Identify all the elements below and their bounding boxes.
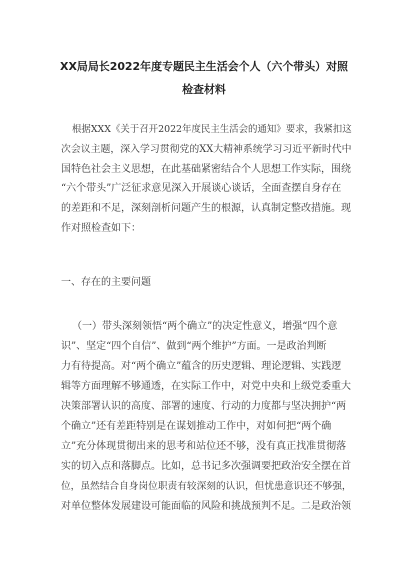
body-paragraph-line: 个确立”还有差距特别是在谋划推动工作中，对如何把“两个确 xyxy=(61,421,332,432)
body-paragraph-line: 决策部署认识的高度、部署的速度、行动的力度都与坚决拥护“两 xyxy=(61,401,347,412)
section-heading: 一、存在的主要问题 xyxy=(61,277,151,288)
intro-paragraph-line: 根据XXX《关于召开2022年度民主生活会的通知》要求，我紧扣这 xyxy=(72,124,352,135)
body-paragraph-line: 辑等方面理解不够通透，在实际工作中，对党中央和上级党委重大 xyxy=(61,381,351,392)
body-paragraph-line: 位，虽然结合自身岗位职责有较深刻的认识，但忧患意识还不够强， xyxy=(61,481,352,492)
body-paragraph-line: 对单位整体发展建设可能面临的风险和挑战预判不足。二是政治领 xyxy=(61,501,351,512)
body-paragraph-line: 力有待提高。对“两个确立”蕴含的历史逻辑、理论逻辑、实践逻 xyxy=(61,361,342,372)
body-paragraph-line: 立”充分体现贯彻出来的思考和站位还不够，没有真正找准贯彻落 xyxy=(61,441,347,452)
body-paragraph-line: 识”、坚定“四个自信”、做到“两个维护”方面。一是政治判断 xyxy=(61,341,327,352)
body-paragraph-line: 实的切入点和落脚点。比如，总书记多次强调要把政治安全摆在首 xyxy=(61,461,351,472)
intro-paragraph-line: 作对照检查如下： xyxy=(61,223,141,234)
intro-paragraph-line: 国特色社会主义思想，在此基础紧密结合个人思想工作实际，围绕 xyxy=(61,164,351,175)
intro-paragraph-line: “六个带头”广泛征求意见深入开展谈心谈话，全面查摆自身存在 xyxy=(61,183,342,194)
document-title-line-2: 检查材料 xyxy=(182,83,226,96)
intro-paragraph-line: 的差距和不足，深刻剖析问题产生的根源，认真制定整改措施。现 xyxy=(61,203,351,214)
intro-paragraph-line: 次会议主题，深入学习贯彻党的XX大精神系统学习习近平新时代中 xyxy=(61,144,352,155)
body-paragraph-line: （一）带头深刻领悟“两个确立”的决定性意义，增强“四个意 xyxy=(72,321,338,332)
document-title-line-1: XX局局长2022年度专题民主生活会个人（六个带头）对照 xyxy=(60,60,348,73)
